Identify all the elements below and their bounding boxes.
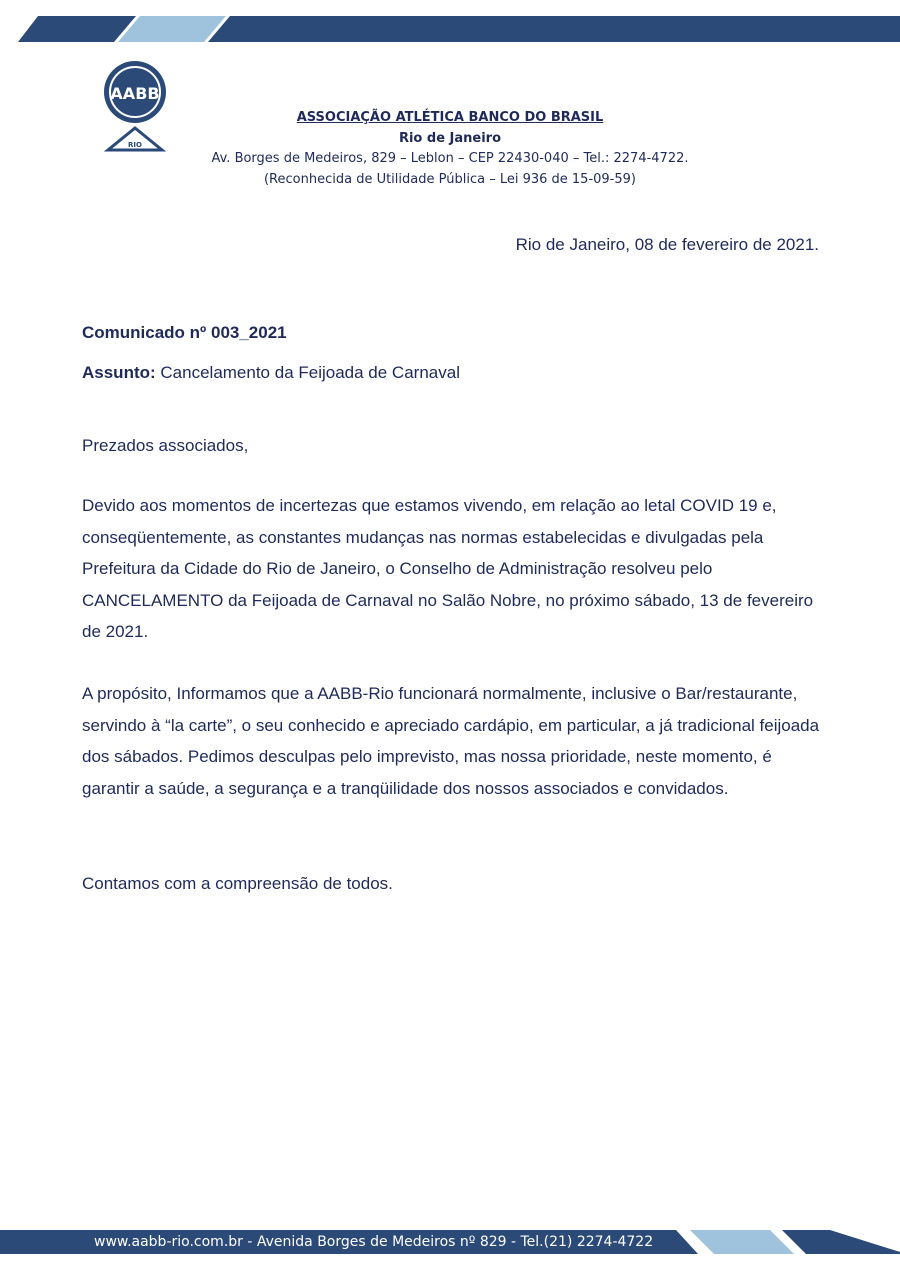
communique-number: Comunicado nº 003_2021 [82,323,287,342]
logo-lettering: AABB [110,84,160,103]
organization-city: Rio de Janeiro [398,131,502,146]
top-decorative-band [0,16,900,42]
subject-value: Cancelamento da Feijoada de Carnaval [155,363,460,382]
closing-line: Contamos com a compreensão de todos. [82,874,393,893]
letter-date: Rio de Janeiro, 08 de fevereiro de 2021. [515,235,819,254]
greeting: Prezados associados, [82,436,249,455]
subject-line [82,357,822,389]
paragraph-cancellation: Devido aos momentos de incertezas que estamos vivendo, em relação ao letal COVID 19 e, conseqüentemente, as constantes mudanças nas normas estabelecidas e divulgadas pela Prefeitura da Cidade do Rio de Janeiro, o Conselho de Administração resolveu pelo CANCELAMENTO da Feijoada de Carnaval no Salão Nobre, no próximo sábado, 13 de fevereiro de 2021. [82,496,814,641]
paragraph-operations: A propósito, Informamos que a AABB-Rio funcionará normalmente, inclusive o Bar/restaurante, servindo à “la carte”, o seu conhecido e apreciado cardápio, em particular, a já tradicional feijoada dos sábados. Pedimos desculpas pelo imprevisto, mas nossa prioridade, neste momento, é garantir a saúde, a segurança e a tranqüilidade dos nossos associados e convidados. [82,684,820,798]
logo-badge: RIO [128,141,142,149]
organization-name: ASSOCIAÇÃO ATLÉTICA BANCO DO BRASIL [296,110,604,125]
footer-contact: www.aabb-rio.com.br - Avenida Borges de Medeiros nº 829 - Tel.(21) 2274-4722 [94,1234,654,1250]
organization-address: Av. Borges de Medeiros, 829 – Leblon – CEP 22430-040 – Tel.: 2274-4722. [211,151,689,166]
organization-recognition: (Reconhecida de Utilidade Pública – Lei 936 de 15-09-59) [263,172,636,187]
subject-label: Assunto: [82,363,156,382]
